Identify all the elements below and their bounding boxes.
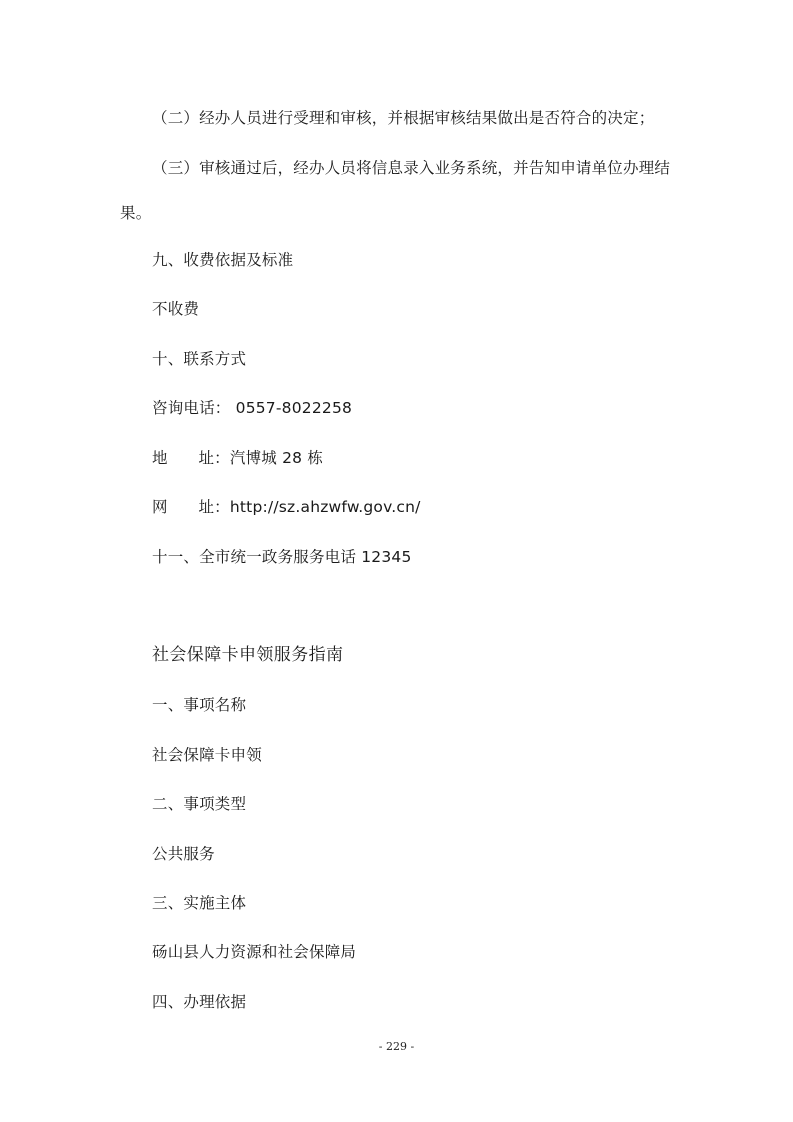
guide-item-1-heading: 一、事项名称 bbox=[152, 696, 247, 714]
contact-website bbox=[152, 497, 421, 517]
guide-item-2-value: 公共服务 bbox=[152, 845, 215, 863]
website-link[interactable]: http://sz.ahzwfw.gov.cn/ bbox=[229, 498, 421, 516]
section-9-heading: 九、收费依据及标准 bbox=[152, 251, 294, 269]
guide-item-1-value: 社会保障卡申领 bbox=[152, 746, 262, 764]
contact-address bbox=[152, 448, 323, 468]
guide-item-4-heading: 四、办理依据 bbox=[152, 993, 247, 1011]
section-11-heading: 十一、全市统一政务服务电话 12345 bbox=[152, 548, 412, 566]
paragraph-step-2: （二）经办人员进行受理和审核，并根据审核结果做出是否符合的决定； bbox=[152, 109, 655, 127]
guide-item-3-value: 砀山县人力资源和社会保障局 bbox=[152, 943, 357, 961]
guide-title: 社会保障卡申领服务指南 bbox=[152, 645, 344, 665]
section-10-heading: 十、联系方式 bbox=[152, 350, 247, 368]
website-label: 网 址： bbox=[152, 498, 230, 516]
section-9-value: 不收费 bbox=[152, 300, 200, 318]
address-value: 汽博城 28 栋 bbox=[229, 449, 324, 467]
address-label: 地 址： bbox=[152, 449, 230, 467]
guide-item-3-heading: 三、实施主体 bbox=[152, 894, 247, 912]
contact-phone: 咨询电话： 0557-8022258 bbox=[152, 399, 353, 417]
paragraph-step-3-continued: 果。 bbox=[120, 204, 152, 222]
page-number: - 229 - bbox=[378, 1040, 415, 1053]
paragraph-step-3: （三）审核通过后，经办人员将信息录入业务系统，并告知申请单位办理结 bbox=[152, 159, 671, 177]
guide-item-2-heading: 二、事项类型 bbox=[152, 795, 247, 813]
